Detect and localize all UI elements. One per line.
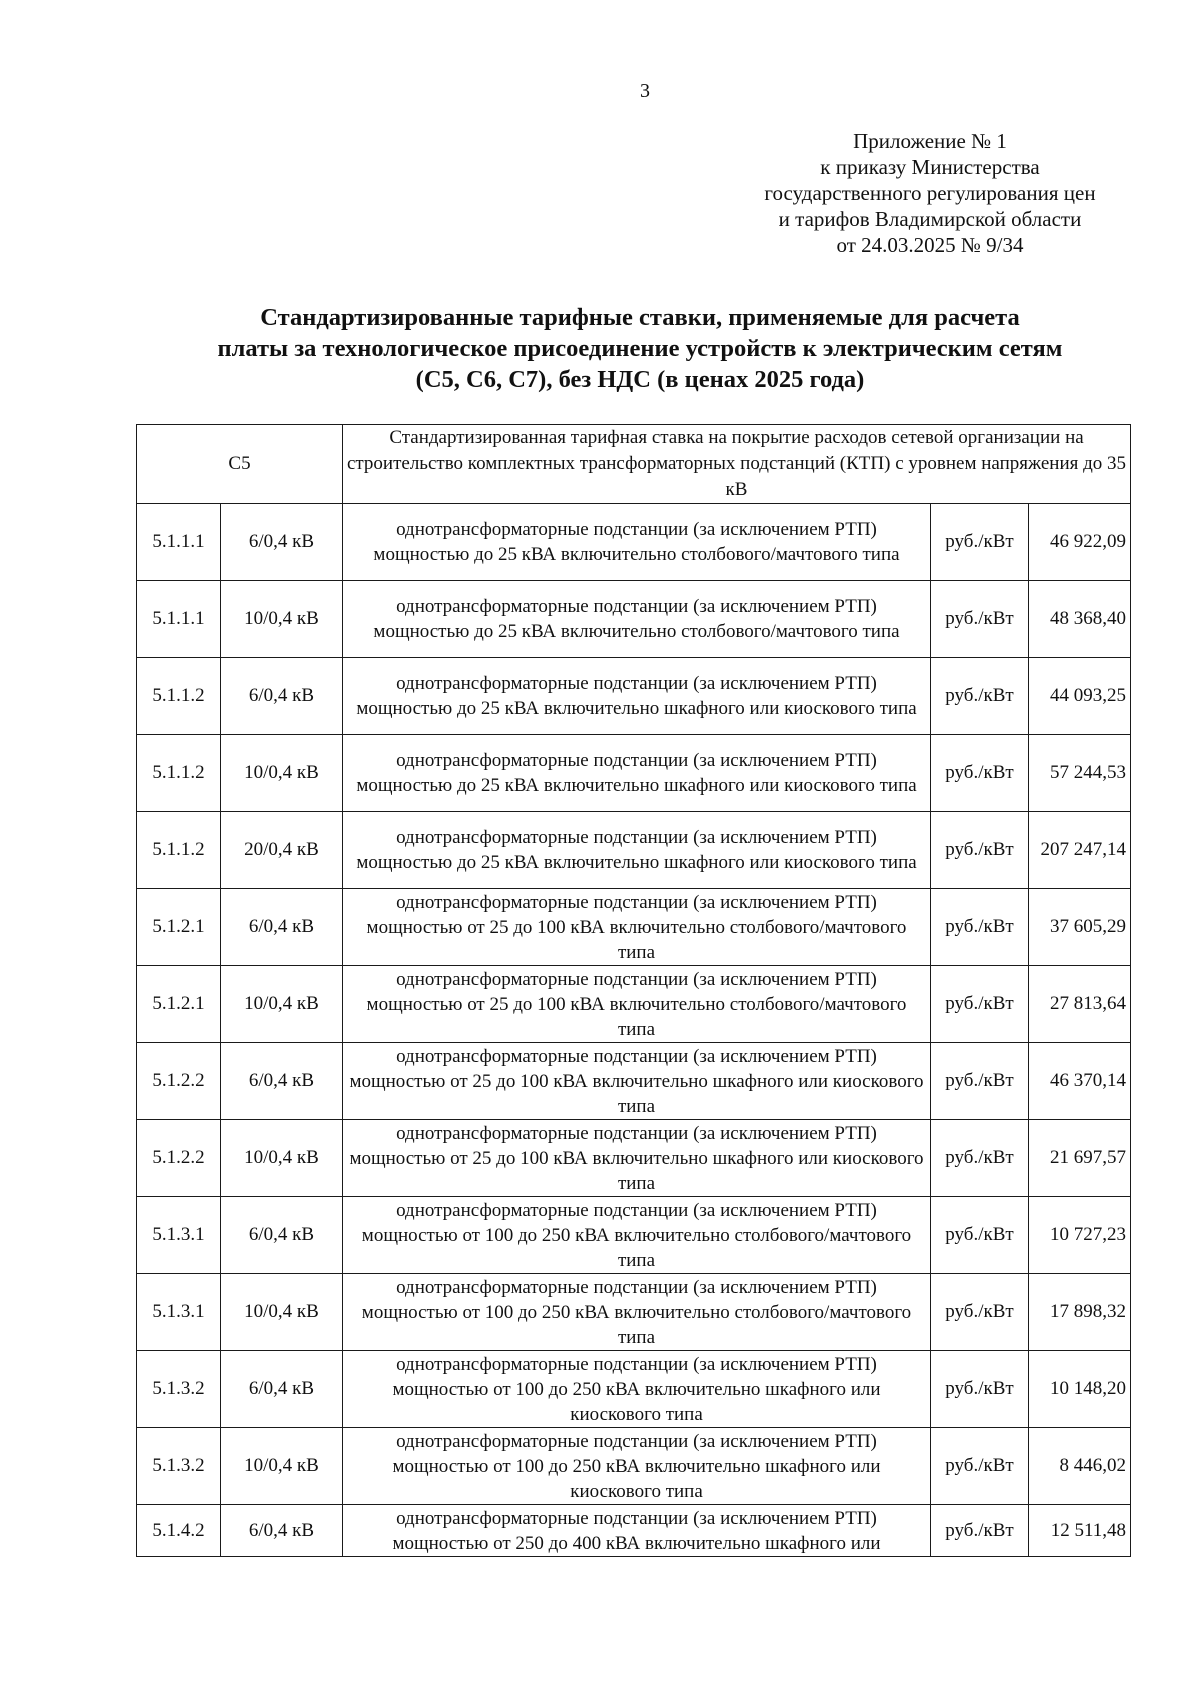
cell-voltage: 6/0,4 кВ	[221, 658, 343, 735]
cell-unit: руб./кВт	[931, 581, 1029, 658]
cell-code: 5.1.3.1	[137, 1274, 221, 1351]
table-header-row	[137, 425, 1131, 504]
cell-unit: руб./кВт	[931, 1505, 1029, 1557]
cell-value: 27 813,64	[1029, 966, 1131, 1043]
cell-voltage: 10/0,4 кВ	[221, 1120, 343, 1197]
cell-unit: руб./кВт	[931, 889, 1029, 966]
cell-value: 37 605,29	[1029, 889, 1131, 966]
cell-code: 5.1.1.2	[137, 658, 221, 735]
cell-unit: руб./кВт	[931, 1043, 1029, 1120]
cell-code: 5.1.3.1	[137, 1197, 221, 1274]
appendix-line: и тарифов Владимирской области	[778, 207, 1082, 231]
cell-desc: однотрансформаторные подстанции (за исключением РТП) мощностью от 100 до 250 кВА включительно шкафного или киоскового типа	[343, 1428, 931, 1505]
cell-unit: руб./кВт	[931, 812, 1029, 889]
table-row	[137, 1351, 1131, 1428]
cell-voltage: 10/0,4 кВ	[221, 581, 343, 658]
cell-voltage: 10/0,4 кВ	[221, 966, 343, 1043]
cell-voltage: 20/0,4 кВ	[221, 812, 343, 889]
cell-desc: однотрансформаторные подстанции (за исключением РТП) мощностью от 25 до 100 кВА включительно шкафного или киоскового типа	[343, 1120, 931, 1197]
table-row	[137, 1043, 1131, 1120]
header-description-cell: Стандартизированная тарифная ставка на покрытие расходов сетевой организации на строительство комплектных трансформаторных подстанций (КТП) с уровнем напряжения до 35 кВ	[343, 425, 1131, 504]
cell-unit: руб./кВт	[931, 658, 1029, 735]
document-title	[140, 302, 1140, 395]
cell-desc: однотрансформаторные подстанции (за исключением РТП) мощностью от 25 до 100 кВА включительно столбового/мачтового типа	[343, 889, 931, 966]
title-line: (С5, С6, С7), без НДС (в ценах 2025 года)	[415, 366, 865, 393]
cell-voltage: 6/0,4 кВ	[221, 1351, 343, 1428]
cell-voltage: 10/0,4 кВ	[221, 1428, 343, 1505]
table-row	[137, 735, 1131, 812]
header-code-cell: С5	[137, 425, 343, 504]
cell-desc: однотрансформаторные подстанции (за исключением РТП) мощностью от 25 до 100 кВА включительно шкафного или киоскового типа	[343, 1043, 931, 1120]
cell-code: 5.1.2.2	[137, 1043, 221, 1120]
cell-desc: однотрансформаторные подстанции (за исключением РТП) мощностью до 25 кВА включительно столбового/мачтового типа	[343, 581, 931, 658]
table-row	[137, 812, 1131, 889]
cell-desc: однотрансформаторные подстанции (за исключением РТП) мощностью до 25 кВА включительно шкафного или киоскового типа	[343, 735, 931, 812]
cell-code: 5.1.1.2	[137, 735, 221, 812]
cell-desc: однотрансформаторные подстанции (за исключением РТП) мощностью от 250 до 400 кВА включительно шкафного или	[343, 1505, 931, 1557]
cell-unit: руб./кВт	[931, 966, 1029, 1043]
cell-voltage: 10/0,4 кВ	[221, 735, 343, 812]
cell-voltage: 6/0,4 кВ	[221, 889, 343, 966]
cell-value: 21 697,57	[1029, 1120, 1131, 1197]
title-line: платы за технологическое присоединение устройств к электрическим сетям	[217, 335, 1063, 362]
title-line: Стандартизированные тарифные ставки, применяемые для расчета	[260, 304, 1020, 331]
cell-desc: однотрансформаторные подстанции (за исключением РТП) мощностью от 25 до 100 кВА включительно столбового/мачтового типа	[343, 966, 931, 1043]
table-row	[137, 1505, 1131, 1557]
appendix-line: Приложение № 1	[853, 129, 1007, 153]
cell-code: 5.1.1.2	[137, 812, 221, 889]
cell-unit: руб./кВт	[931, 1428, 1029, 1505]
cell-unit: руб./кВт	[931, 1351, 1029, 1428]
appendix-block	[660, 128, 1200, 258]
tariff-rates-table	[136, 424, 1131, 1557]
cell-code: 5.1.1.1	[137, 504, 221, 581]
cell-desc: однотрансформаторные подстанции (за исключением РТП) мощностью до 25 кВА включительно столбового/мачтового типа	[343, 504, 931, 581]
cell-desc: однотрансформаторные подстанции (за исключением РТП) мощностью до 25 кВА включительно шкафного или киоскового типа	[343, 812, 931, 889]
cell-desc: однотрансформаторные подстанции (за исключением РТП) мощностью от 100 до 250 кВА включительно столбового/мачтового типа	[343, 1197, 931, 1274]
table-row	[137, 504, 1131, 581]
cell-desc: однотрансформаторные подстанции (за исключением РТП) мощностью от 100 до 250 кВА включительно шкафного или киоскового типа	[343, 1351, 931, 1428]
cell-value: 10 727,23	[1029, 1197, 1131, 1274]
table-row	[137, 1274, 1131, 1351]
cell-code: 5.1.1.1	[137, 581, 221, 658]
cell-code: 5.1.2.1	[137, 966, 221, 1043]
cell-value: 12 511,48	[1029, 1505, 1131, 1557]
cell-desc: однотрансформаторные подстанции (за исключением РТП) мощностью до 25 кВА включительно шкафного или киоскового типа	[343, 658, 931, 735]
appendix-line: к приказу Министерства	[820, 155, 1040, 179]
cell-value: 57 244,53	[1029, 735, 1131, 812]
table-row	[137, 1197, 1131, 1274]
cell-code: 5.1.3.2	[137, 1351, 221, 1428]
cell-desc: однотрансформаторные подстанции (за исключением РТП) мощностью от 100 до 250 кВА включительно столбового/мачтового типа	[343, 1274, 931, 1351]
cell-value: 207 247,14	[1029, 812, 1131, 889]
cell-voltage: 10/0,4 кВ	[221, 1274, 343, 1351]
cell-unit: руб./кВт	[931, 1120, 1029, 1197]
table-row	[137, 1120, 1131, 1197]
appendix-line: государственного регулирования цен	[764, 181, 1096, 205]
cell-value: 10 148,20	[1029, 1351, 1131, 1428]
table-row	[137, 658, 1131, 735]
cell-unit: руб./кВт	[931, 1274, 1029, 1351]
cell-code: 5.1.2.1	[137, 889, 221, 966]
cell-value: 46 922,09	[1029, 504, 1131, 581]
appendix-line: от 24.03.2025 № 9/34	[836, 233, 1024, 257]
cell-voltage: 6/0,4 кВ	[221, 1043, 343, 1120]
cell-value: 8 446,02	[1029, 1428, 1131, 1505]
table-row	[137, 966, 1131, 1043]
cell-code: 5.1.3.2	[137, 1428, 221, 1505]
cell-value: 17 898,32	[1029, 1274, 1131, 1351]
table-row	[137, 889, 1131, 966]
cell-value: 44 093,25	[1029, 658, 1131, 735]
cell-value: 48 368,40	[1029, 581, 1131, 658]
cell-unit: руб./кВт	[931, 735, 1029, 812]
cell-unit: руб./кВт	[931, 1197, 1029, 1274]
table-row	[137, 1428, 1131, 1505]
cell-voltage: 6/0,4 кВ	[221, 504, 343, 581]
cell-unit: руб./кВт	[931, 504, 1029, 581]
page-number: 3	[640, 80, 650, 102]
cell-voltage: 6/0,4 кВ	[221, 1197, 343, 1274]
cell-code: 5.1.4.2	[137, 1505, 221, 1557]
cell-code: 5.1.2.2	[137, 1120, 221, 1197]
cell-voltage: 6/0,4 кВ	[221, 1505, 343, 1557]
cell-value: 46 370,14	[1029, 1043, 1131, 1120]
table-row	[137, 581, 1131, 658]
